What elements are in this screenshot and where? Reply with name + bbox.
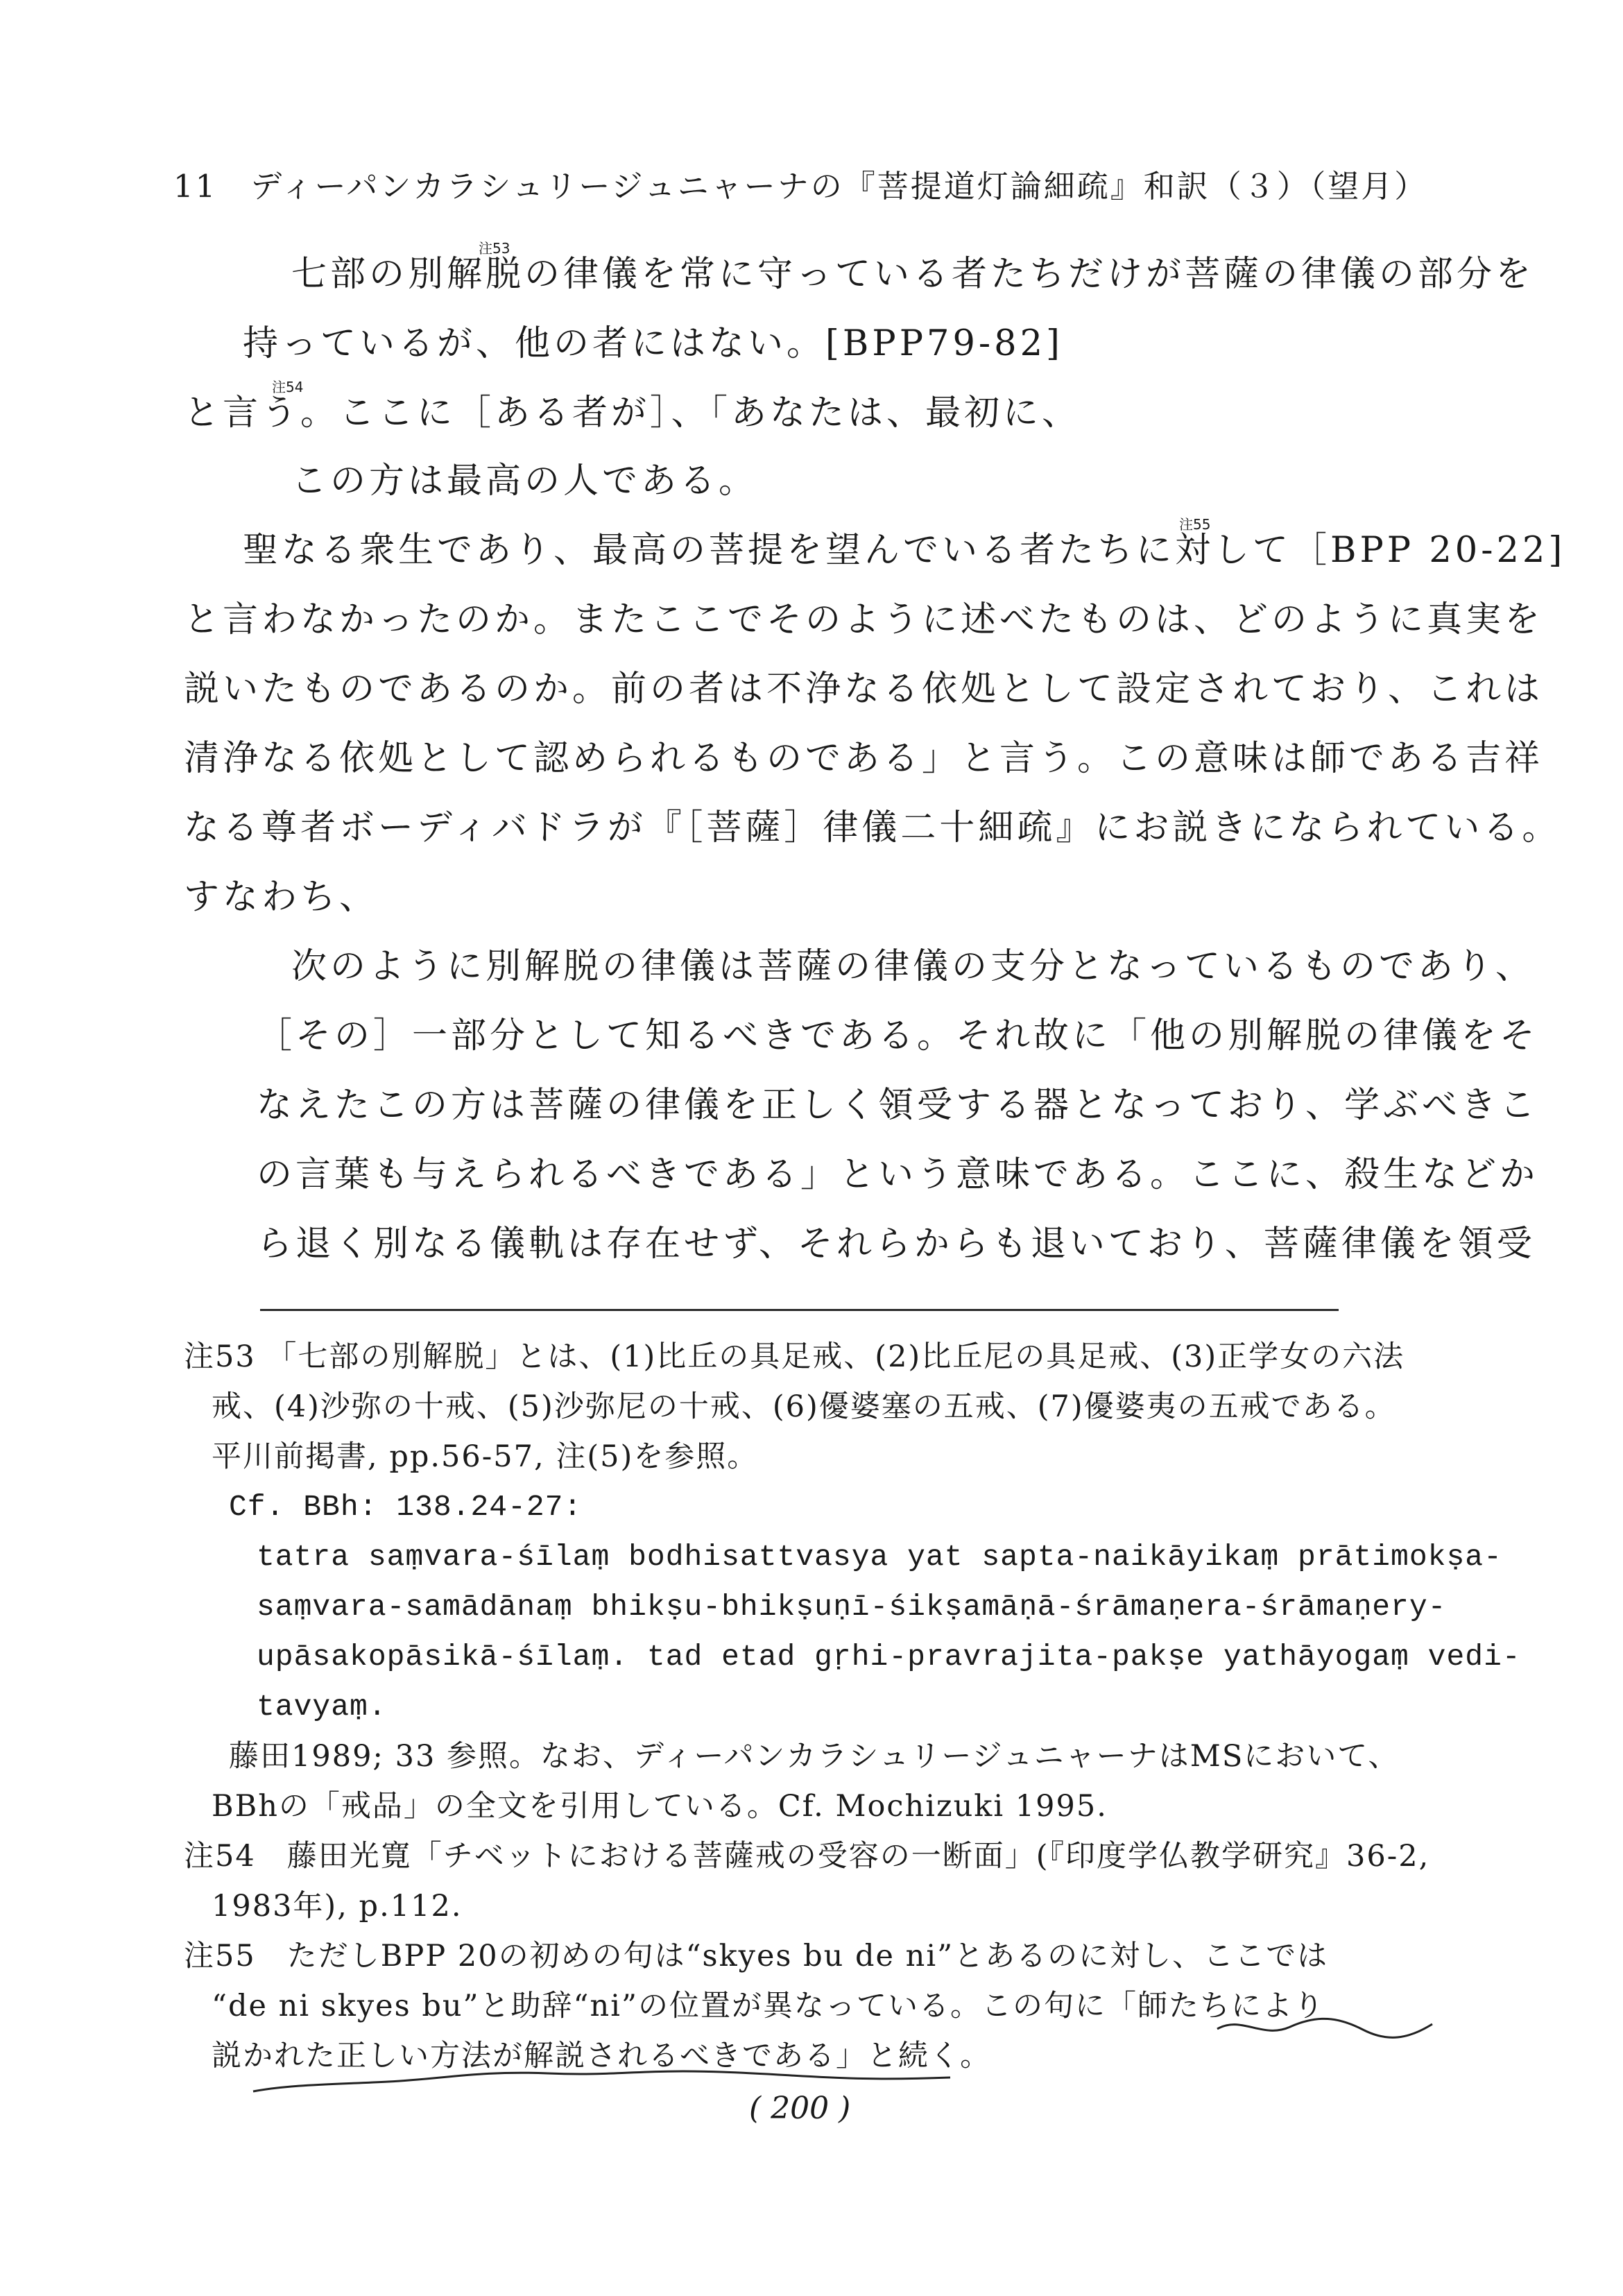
footnote-line-7: upāsakopāsikā-śīlaṃ. tad etad gṛhi-pravrajita-pakṣe yathāyogaṃ vedi- xyxy=(257,1640,1521,1674)
body-line-9: なる尊者ボーディバドラが『［菩薩］律儀二十細疏』にお説きになられている。 xyxy=(184,807,1561,848)
body-line-15: ら退く別なる儀軌は存在せず、それらからも退いており、菩薩律儀を領受 xyxy=(257,1224,1536,1265)
footnote-line-5: tatra saṃvara-śīlaṃ bodhisattvasya yat sapta-naikāyikaṃ prātimokṣa- xyxy=(257,1540,1502,1574)
body-line-10: すなわち、 xyxy=(184,877,379,918)
page-number: ( 200 ) xyxy=(749,2091,851,2126)
handwritten-underline-mark-2 xyxy=(250,2064,957,2098)
note-marker-53: 注53 xyxy=(479,240,510,257)
body-line-5: 聖なる衆生であり、最高の菩提を望んでいる者たちに対して［BPP 20-22] xyxy=(243,530,1566,571)
footnote-line-3: 平川前掲書, pp.56-57, 注(5)を参照。 xyxy=(212,1439,759,1474)
body-line-12: ［その］一部分として知るべきである。それ故に「他の別解脱の律儀をそ xyxy=(257,1016,1539,1056)
body-line-14: の言葉も与えられるべきである」という意味である。ここに、殺生などか xyxy=(257,1154,1539,1195)
body-line-7: 説いたものであるのか。前の者は不浄なる依処として設定されており、これは xyxy=(184,669,1544,710)
note-marker-54: 注54 xyxy=(272,379,304,395)
body-line-6: と言わなかったのか。またここでそのように述べたものは、どのように真実を xyxy=(184,599,1544,640)
body-line-3: と言う。ここに［ある者が］、「あなたは、最初に、 xyxy=(184,393,1081,434)
note-marker-55: 注55 xyxy=(1179,516,1211,533)
body-line-13: なえたこの方は菩薩の律儀を正しく領受する器となっており、学ぶべきこ xyxy=(257,1085,1539,1126)
footnote-line-13: 注55 ただしBPP 20の初めの句は“skyes bu de ni”とあるのに対し、ここでは xyxy=(184,1939,1329,1973)
footnote-line-9: 藤田1989; 33 参照。なお、ディーパンカラシュリージュニャーナはMSにおいて、 xyxy=(229,1739,1400,1774)
footnote-line-15: 説かれた正しい方法が解説されるべきである」と続く。 xyxy=(212,2039,992,2073)
footnote-line-6: saṃvara-samādānaṃ bhikṣu-bhikṣuṇī-śikṣamāṇā-śrāmaṇera-śrāmaṇery- xyxy=(257,1590,1447,1624)
footnote-line-11: 注54 藤田光寛「チベットにおける菩薩戒の受容の一断面」(『印度学仏教学研究』36-2, xyxy=(184,1839,1430,1874)
body-line-8: 清浄なる依処として認められるものである」と言う。この意味は師である吉祥 xyxy=(184,738,1544,779)
handwritten-underline-mark-1 xyxy=(1214,2012,1436,2039)
footnote-rule xyxy=(260,1309,1339,1311)
footnote-line-14: “de ni skyes bu”と助辞“ni”の位置が異なっている。この句に「師たちにより xyxy=(212,1989,1325,2023)
body-line-4: この方は最高の人である。 xyxy=(291,461,758,502)
body-line-2: 持っているが、他の者にはない。[BPP79-82] xyxy=(243,323,1063,364)
footnote-line-8: tavyaṃ. xyxy=(257,1690,387,1724)
footnote-line-2: 戒、(4)沙弥の十戒、(5)沙弥尼の十戒、(6)優婆塞の五戒、(7)優婆夷の五戒である。 xyxy=(212,1389,1396,1424)
footnote-line-4: Cf. BBh: 138.24-27: xyxy=(229,1490,583,1524)
running-header: 11 ディーパンカラシュリージュニャーナの『菩提道灯論細疏』和訳（３）（望月） xyxy=(173,168,1428,205)
footnote-line-12: 1983年), p.112. xyxy=(212,1889,463,1924)
footnote-line-1: 注53 「七部の別解脱」とは、(1)比丘の具足戒、(2)比丘尼の具足戒、(3)正学女の六法 xyxy=(184,1339,1405,1374)
body-line-1: 七部の別解脱の律儀を常に守っている者たちだけが菩薩の律儀の部分を xyxy=(291,254,1535,295)
body-line-11: 次のように別解脱の律儀は菩薩の律儀の支分となっているものであり、 xyxy=(291,946,1535,987)
footnote-line-10: BBhの「戒品」の全文を引用している。Cf. Mochizuki 1995. xyxy=(212,1789,1108,1824)
